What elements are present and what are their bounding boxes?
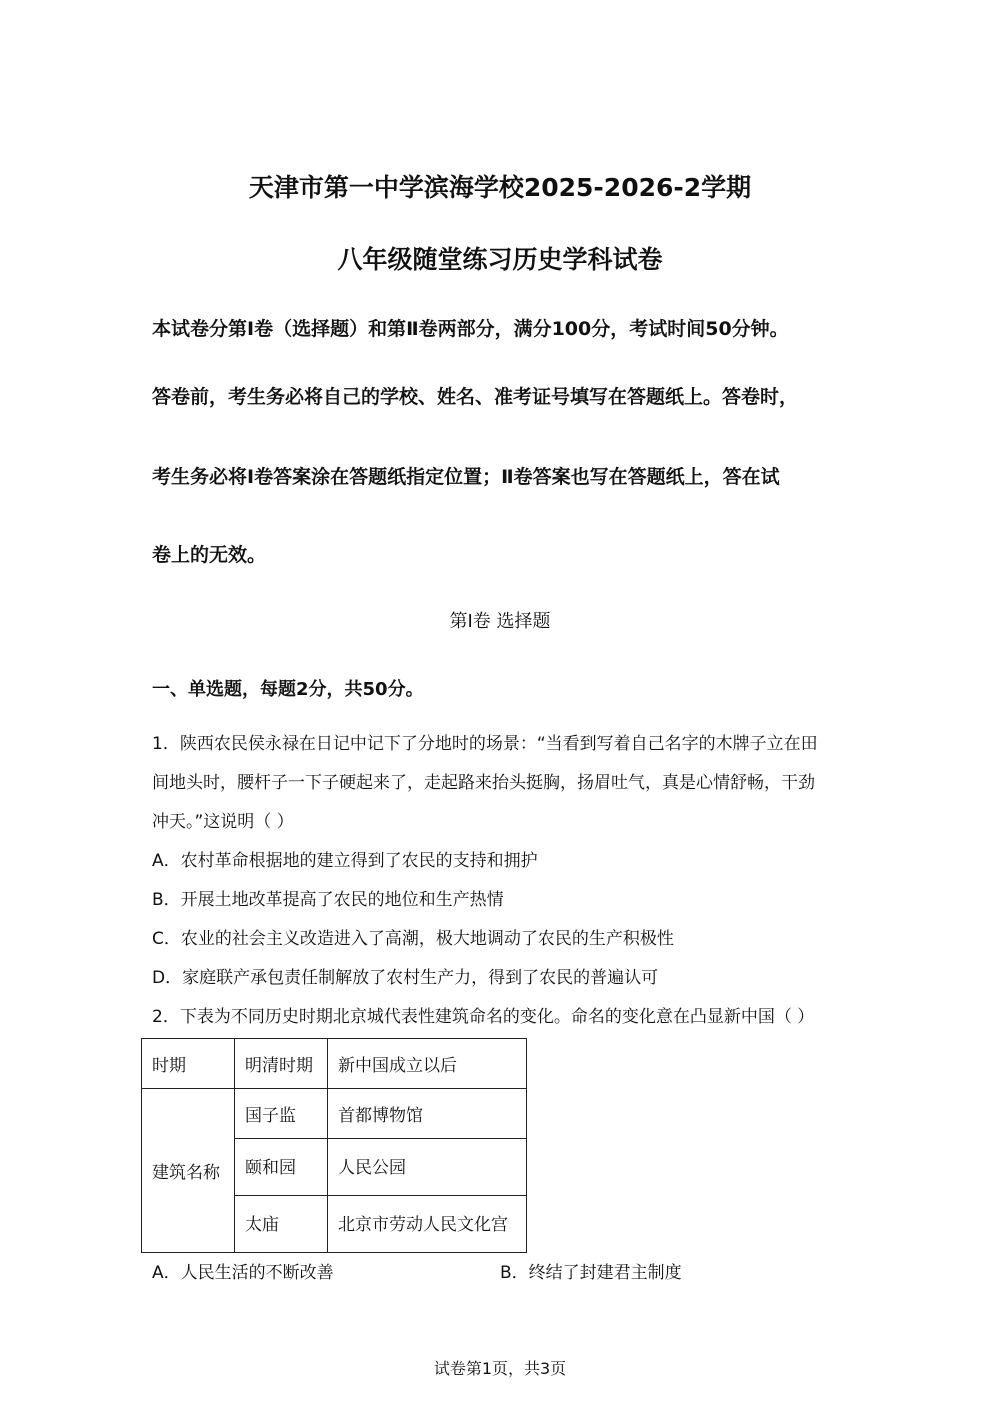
exam-title-line2: 八年级随堂练习历史学科试卷 xyxy=(337,245,663,274)
question-2-option-b: B．终结了封建君主制度 xyxy=(500,1263,682,1283)
question-1-option-a: A．农村革命根据地的建立得到了农民的支持和拥护 xyxy=(152,851,538,871)
table-cell: 首都博物馆 xyxy=(328,1089,527,1139)
table-cell: 颐和园 xyxy=(235,1139,328,1196)
instruction-line-4: 卷上的无效。 xyxy=(152,544,267,566)
question-1-stem-line-3: 冲天。”这说明（ ） xyxy=(152,812,294,832)
question-1-stem-line-1: 1．陕西农民侯永禄在日记中记下了分地时的场景：“当看到写着自己名字的木牌子立在田 xyxy=(152,734,818,754)
instruction-line-3: 考生务必将Ⅰ卷答案涂在答题纸指定位置；Ⅱ卷答案也写在答题纸上，答在试 xyxy=(152,466,780,488)
question-1-option-d: D．家庭联产承包责任制解放了农村生产力，得到了农民的普遍认可 xyxy=(152,968,659,988)
table-header-row xyxy=(142,1039,527,1089)
instruction-line-2: 答卷前，考生务必将自己的学校、姓名、准考证号填写在答题纸上。答卷时， xyxy=(152,386,799,408)
table-cell: 国子监 xyxy=(235,1089,328,1139)
instruction-line-1: 本试卷分第Ⅰ卷（选择题）和第Ⅱ卷两部分，满分100分，考试时间50分钟。 xyxy=(152,318,789,340)
table-row-label: 建筑名称 xyxy=(142,1089,235,1253)
question-2-option-a: A．人民生活的不断改善 xyxy=(152,1263,334,1283)
table-cell: 北京市劳动人民文化宫 xyxy=(328,1196,527,1253)
table-header-cell: 时期 xyxy=(142,1039,235,1089)
exam-title-line1: 天津市第一中学滨海学校2025-2026-2学期 xyxy=(248,173,752,202)
part-title: 一、单选题，每题2分，共50分。 xyxy=(152,679,424,700)
question-1-option-c: C．农业的社会主义改造进入了高潮，极大地调动了农民的生产积极性 xyxy=(152,929,674,949)
question-2-stem: 2．下表为不同历史时期北京城代表性建筑命名的变化。命名的变化意在凸显新中国（ ） xyxy=(152,1007,815,1027)
section-title: 第Ⅰ卷 选择题 xyxy=(449,611,551,632)
question-1-option-b: B．开展土地改革提高了农民的地位和生产热情 xyxy=(152,890,504,910)
question-1-stem-line-2: 间地头时，腰杆子一下子硬起来了，走起路来抬头挺胸，扬眉吐气，真是心情舒畅，干劲 xyxy=(152,773,815,793)
table-header-cell: 明清时期 xyxy=(235,1039,328,1089)
table-row xyxy=(142,1089,527,1139)
page-footer: 试卷第1页，共3页 xyxy=(433,1359,567,1378)
table-header-cell: 新中国成立以后 xyxy=(328,1039,527,1089)
building-name-table xyxy=(141,1038,527,1253)
table-cell: 太庙 xyxy=(235,1196,328,1253)
table-cell: 人民公园 xyxy=(328,1139,527,1196)
